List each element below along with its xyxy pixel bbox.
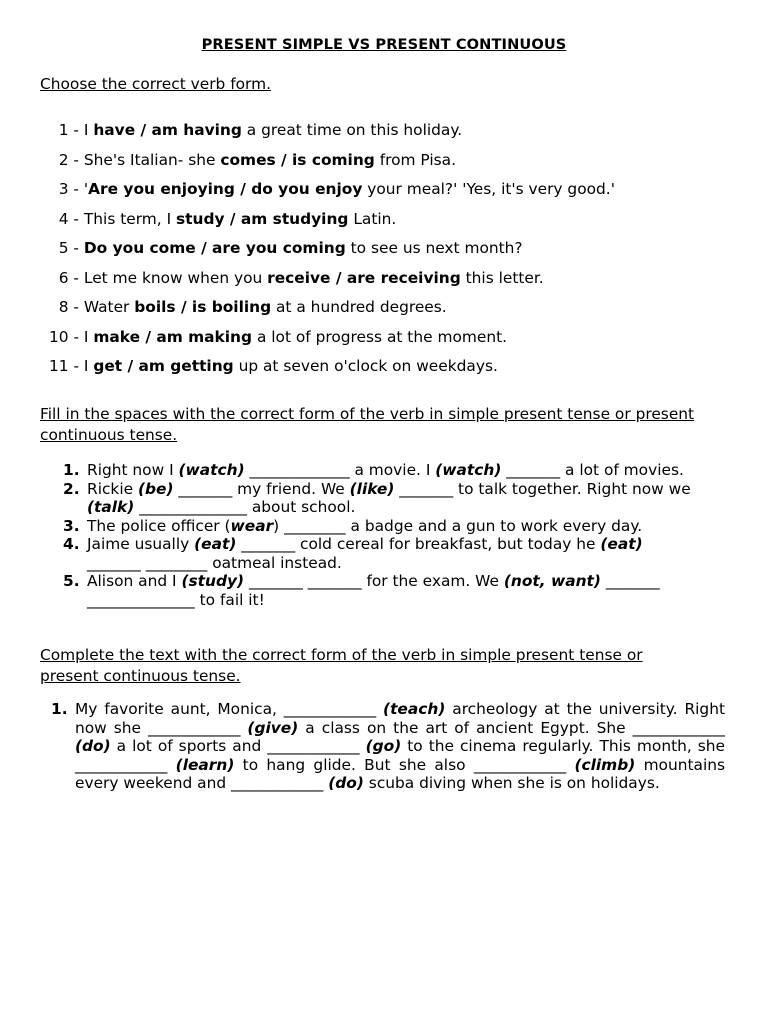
- verb-prompt: (eat): [600, 535, 643, 553]
- list-item: [0, 209, 768, 239]
- list-item: [0, 517, 693, 536]
- item-text: Water: [79, 298, 135, 316]
- item-text: a lot of sports and ____________: [110, 737, 366, 755]
- verb-choice: boils / is boiling: [134, 298, 272, 316]
- item-sentence: [79, 121, 462, 139]
- verb-choice: Are you enjoying / do you enjoy: [88, 180, 363, 198]
- item-number: 3 -: [58, 180, 79, 198]
- list-item: [0, 268, 768, 298]
- worksheet-title: PRESENT SIMPLE VS PRESENT CONTINUOUS: [201, 36, 567, 53]
- item-sentence: [79, 357, 498, 375]
- item-number: 4.: [63, 535, 80, 553]
- item-text: up at seven o'clock on weekdays.: [233, 357, 498, 375]
- list-item: [0, 461, 693, 480]
- verb-choice: receive / are receiving: [267, 268, 461, 287]
- verb-choice: comes / is coming: [220, 150, 375, 169]
- item-text: Alison and I: [87, 572, 182, 590]
- item-text: from Pisa.: [374, 150, 456, 169]
- item-sentence: [79, 239, 523, 257]
- item-text: _______ _______ for the exam. We: [244, 572, 504, 590]
- item-sentence: [79, 210, 396, 228]
- item-number: 2.: [63, 479, 80, 498]
- verb-prompt: (watch): [178, 461, 245, 479]
- verb-choice: Do you come / are you coming: [83, 239, 346, 257]
- list-item: [0, 572, 693, 609]
- section1-heading: Choose the correct verb form.: [40, 75, 271, 93]
- list-item: [0, 297, 768, 327]
- list-item: [0, 179, 768, 209]
- item-text: Rickie: [87, 479, 138, 498]
- verb-prompt: (like): [349, 479, 395, 498]
- item-text: My favorite aunt, Monica, ____________: [75, 700, 384, 718]
- item-sentence: [79, 269, 544, 287]
- section2-list: [0, 461, 768, 609]
- item-number: 1.: [63, 461, 80, 479]
- list-item: [0, 480, 693, 517]
- verb-choice: study / am studying: [176, 209, 349, 228]
- verb-prompt: (talk): [87, 498, 135, 516]
- item-text: ) ________ a badge and a gun to work every day.: [273, 516, 643, 535]
- verb-prompt: (be): [137, 479, 174, 498]
- item-number: 10 -: [48, 327, 79, 346]
- list-item: [0, 120, 768, 150]
- verb-prompt: wear: [230, 516, 274, 535]
- item-text: She's Italian- she: [79, 150, 221, 169]
- item-number: 1 -: [58, 121, 79, 139]
- item-text: _______ my friend. We: [173, 479, 350, 498]
- item-number: 5.: [63, 572, 80, 590]
- item-sentence: [79, 180, 615, 198]
- item-number: 6 -: [58, 268, 79, 287]
- list-item: [0, 356, 768, 386]
- list-item: [0, 238, 768, 268]
- item-number: 1.: [51, 700, 68, 718]
- item-text: Let me know when you: [79, 268, 268, 287]
- item-number: 8 -: [58, 298, 79, 316]
- item-number: 2 -: [58, 150, 79, 169]
- verb-prompt: (eat): [194, 535, 237, 553]
- verb-choice: have / am having: [93, 121, 242, 139]
- item-text: _______ a lot of movies.: [501, 461, 684, 479]
- item-text: _______ ______________ to fail it!: [87, 572, 660, 609]
- item-text: mountains every weekend and ____________: [75, 755, 725, 792]
- list-item: [0, 535, 693, 572]
- item-text: _______ cold cereal for breakfast, but today he: [236, 535, 601, 553]
- verb-prompt: (do): [75, 737, 111, 755]
- item-text: a great time on this holiday.: [241, 121, 463, 139]
- item-number: 4 -: [58, 209, 79, 228]
- item-text: to the cinema regularly. This month, she ____________: [75, 737, 725, 774]
- list-item: [0, 150, 768, 180]
- item-text: ': [79, 180, 89, 198]
- verb-prompt: (give): [247, 718, 299, 737]
- item-text: a lot of progress at the moment.: [252, 327, 507, 346]
- item-sentence: [79, 328, 507, 346]
- item-number: 5 -: [58, 239, 79, 257]
- list-item: [0, 327, 768, 357]
- item-number: 3.: [63, 516, 80, 535]
- section3-list: [0, 700, 768, 793]
- item-text: Jaime usually: [87, 535, 195, 553]
- item-text: a class on the art of ancient Egypt. She ____________: [298, 718, 725, 737]
- verb-prompt: (not, want): [503, 572, 601, 590]
- verb-prompt: (teach): [383, 700, 446, 718]
- item-text: archeology at the university. Right now she ____________: [75, 700, 725, 737]
- item-text: scuba diving when she is on holidays.: [363, 774, 660, 792]
- verb-prompt: (do): [328, 774, 364, 792]
- item-text: I: [79, 327, 94, 346]
- item-text: this letter.: [460, 268, 544, 287]
- item-text: to hang glide. But she also ____________: [234, 755, 575, 774]
- item-text: This term, I: [79, 209, 177, 228]
- verb-prompt: (study): [181, 572, 245, 590]
- item-text: ______________ about school.: [134, 498, 356, 516]
- section3-heading: Complete the text with the correct form of the verb in simple present tense or present continuous tense.: [40, 646, 643, 685]
- list-item: [0, 700, 725, 793]
- item-text: Latin.: [348, 209, 397, 228]
- item-text: at a hundred degrees.: [271, 298, 447, 316]
- item-text: _____________ a movie. I: [244, 461, 436, 479]
- verb-prompt: (learn): [175, 755, 235, 774]
- section1-list: [0, 120, 768, 386]
- verb-prompt: (climb): [574, 755, 636, 774]
- item-text: _______ ________ oatmeal instead.: [87, 553, 342, 572]
- item-sentence: [79, 151, 456, 169]
- item-text: The police officer (: [87, 516, 231, 535]
- item-text: _______ to talk together. Right now we: [394, 479, 691, 498]
- item-text: I: [79, 121, 94, 139]
- verb-prompt: (watch): [435, 461, 502, 479]
- verb-choice: make / am making: [93, 327, 253, 346]
- verb-choice: get / am getting: [93, 357, 234, 375]
- item-text: I: [79, 357, 94, 375]
- section2-heading: Fill in the spaces with the correct form of the verb in simple present tense or present continuous tense.: [40, 405, 695, 444]
- item-text: your meal?' 'Yes, it's very good.': [362, 180, 615, 198]
- item-text: Right now I: [87, 461, 179, 479]
- item-sentence: [79, 298, 447, 316]
- item-text: to see us next month?: [345, 239, 523, 257]
- item-number: 11 -: [48, 357, 79, 375]
- verb-prompt: (go): [365, 737, 402, 755]
